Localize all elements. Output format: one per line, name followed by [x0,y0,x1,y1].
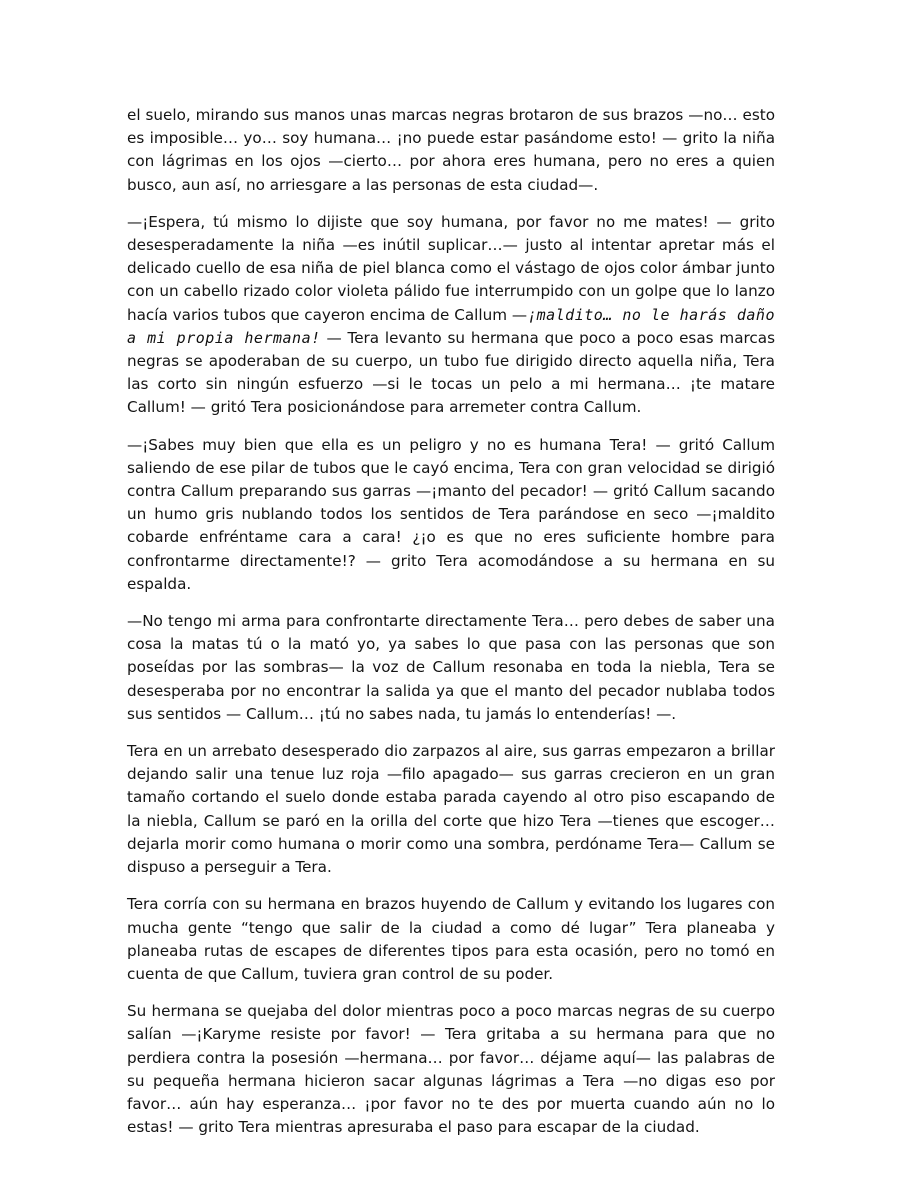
paragraph-2-text-after: — Tera levanto su hermana que poco a poco esas marcas negras se apoderaban de su cuerpo, un tubo fue dirigido directo aquella niña, Tera las corto sin ningún esfuerzo —si le tocas un pelo a mi hermana… ¡te matare Callum! — gritó Tera posicionándose para arremeter contra Callum. [127,328,775,417]
paragraph-6: Tera corría con su hermana en brazos huyendo de Callum y evitando los lugares con mucha gente “tengo que salir de la ciudad a como dé lugar” Tera planeaba y planeaba rutas de escapes de diferentes tipos para esta ocasión, pero no tomó en cuenta de que Callum, tuviera gran control de su poder. [127,895,775,983]
paragraph-1: el suelo, mirando sus manos unas marcas negras brotaron de sus brazos —no… esto es imposible… yo… soy humana… ¡no puede estar pasándome esto! — grito la niña con lágrimas en los ojos —cierto… por ahora eres humana, pero no eres a quien busco, aun así, no arriesgare a las personas de esta ciudad—. [127,106,775,194]
paragraph-2 [127,211,775,420]
paragraph-4: —No tengo mi arma para confrontarte directamente Tera… pero debes de saber una cosa la matas tú o la mató yo, ya sabes lo que pasa con las personas que son poseídas por las sombras— la voz de Callum resonaba en toda la niebla, Tera se desesperaba por no encontrar la salida ya que el manto del pecador nublaba todos sus sentidos — Callum… ¡tú no sabes nada, tu jamás lo entenderías! —. [127,612,775,723]
paragraph-7: Su hermana se quejaba del dolor mientras poco a poco marcas negras de su cuerpo salían —¡Karyme resiste por favor! — Tera gritaba a su hermana para que no perdiera contra la posesión —hermana… por favor… déjame aquí— las palabras de su pequeña hermana hicieron sacar algunas lágrimas a Tera —no digas eso por favor… aún hay esperanza… ¡por favor no te des por muerta cuando aún no lo estas! — grito Tera mientras apresuraba el paso para escapar de la ciudad. [127,1002,775,1137]
paragraph-2-text-before: —¡Espera, tú mismo lo dijiste que soy humana, por favor no me mates! — grito desesperadamente la niña —es inútil suplicar…— justo al intentar apretar más el delicado cuello de esa niña de piel blanca como el vástago de ojos color ámbar junto con un cabello rizado color violeta pálido fue interrumpido con un golpe que lo lanzo hacía varios tubos que cayeron encima de Callum — [127,212,775,324]
paragraph-5: Tera en un arrebato desesperado dio zarpazos al aire, sus garras empezaron a brillar dejando salir una tenue luz roja —filo apagado— sus garras crecieron en un gran tamaño cortando el suelo donde estaba parada cayendo al otro piso escapando de la niebla, Callum se paró en la orilla del corte que hizo Tera —tienes que escoger… dejarla morir como humana o morir como una sombra, perdóname Tera— Callum se dispuso a perseguir a Tera. [127,742,775,877]
paragraph-3: —¡Sabes muy bien que ella es un peligro y no es humana Tera! — gritó Callum saliendo de ese pilar de tubos que le cayó encima, Tera con gran velocidad se dirigió contra Callum preparando sus garras —¡manto del pecador! — gritó Callum sacando un humo gris nublando todos los sentidos de Tera parándose en seco —¡maldito cobarde enfréntame cara a cara! ¿¡o es que no eres suficiente hombre para confrontarme directamente!? — grito Tera acomodándose a su hermana en su espalda. [127,435,775,593]
handwritten-shout: ¡maldito… no le harás daño a mi propia hermana! [127,305,775,347]
document-page [127,104,775,1153]
